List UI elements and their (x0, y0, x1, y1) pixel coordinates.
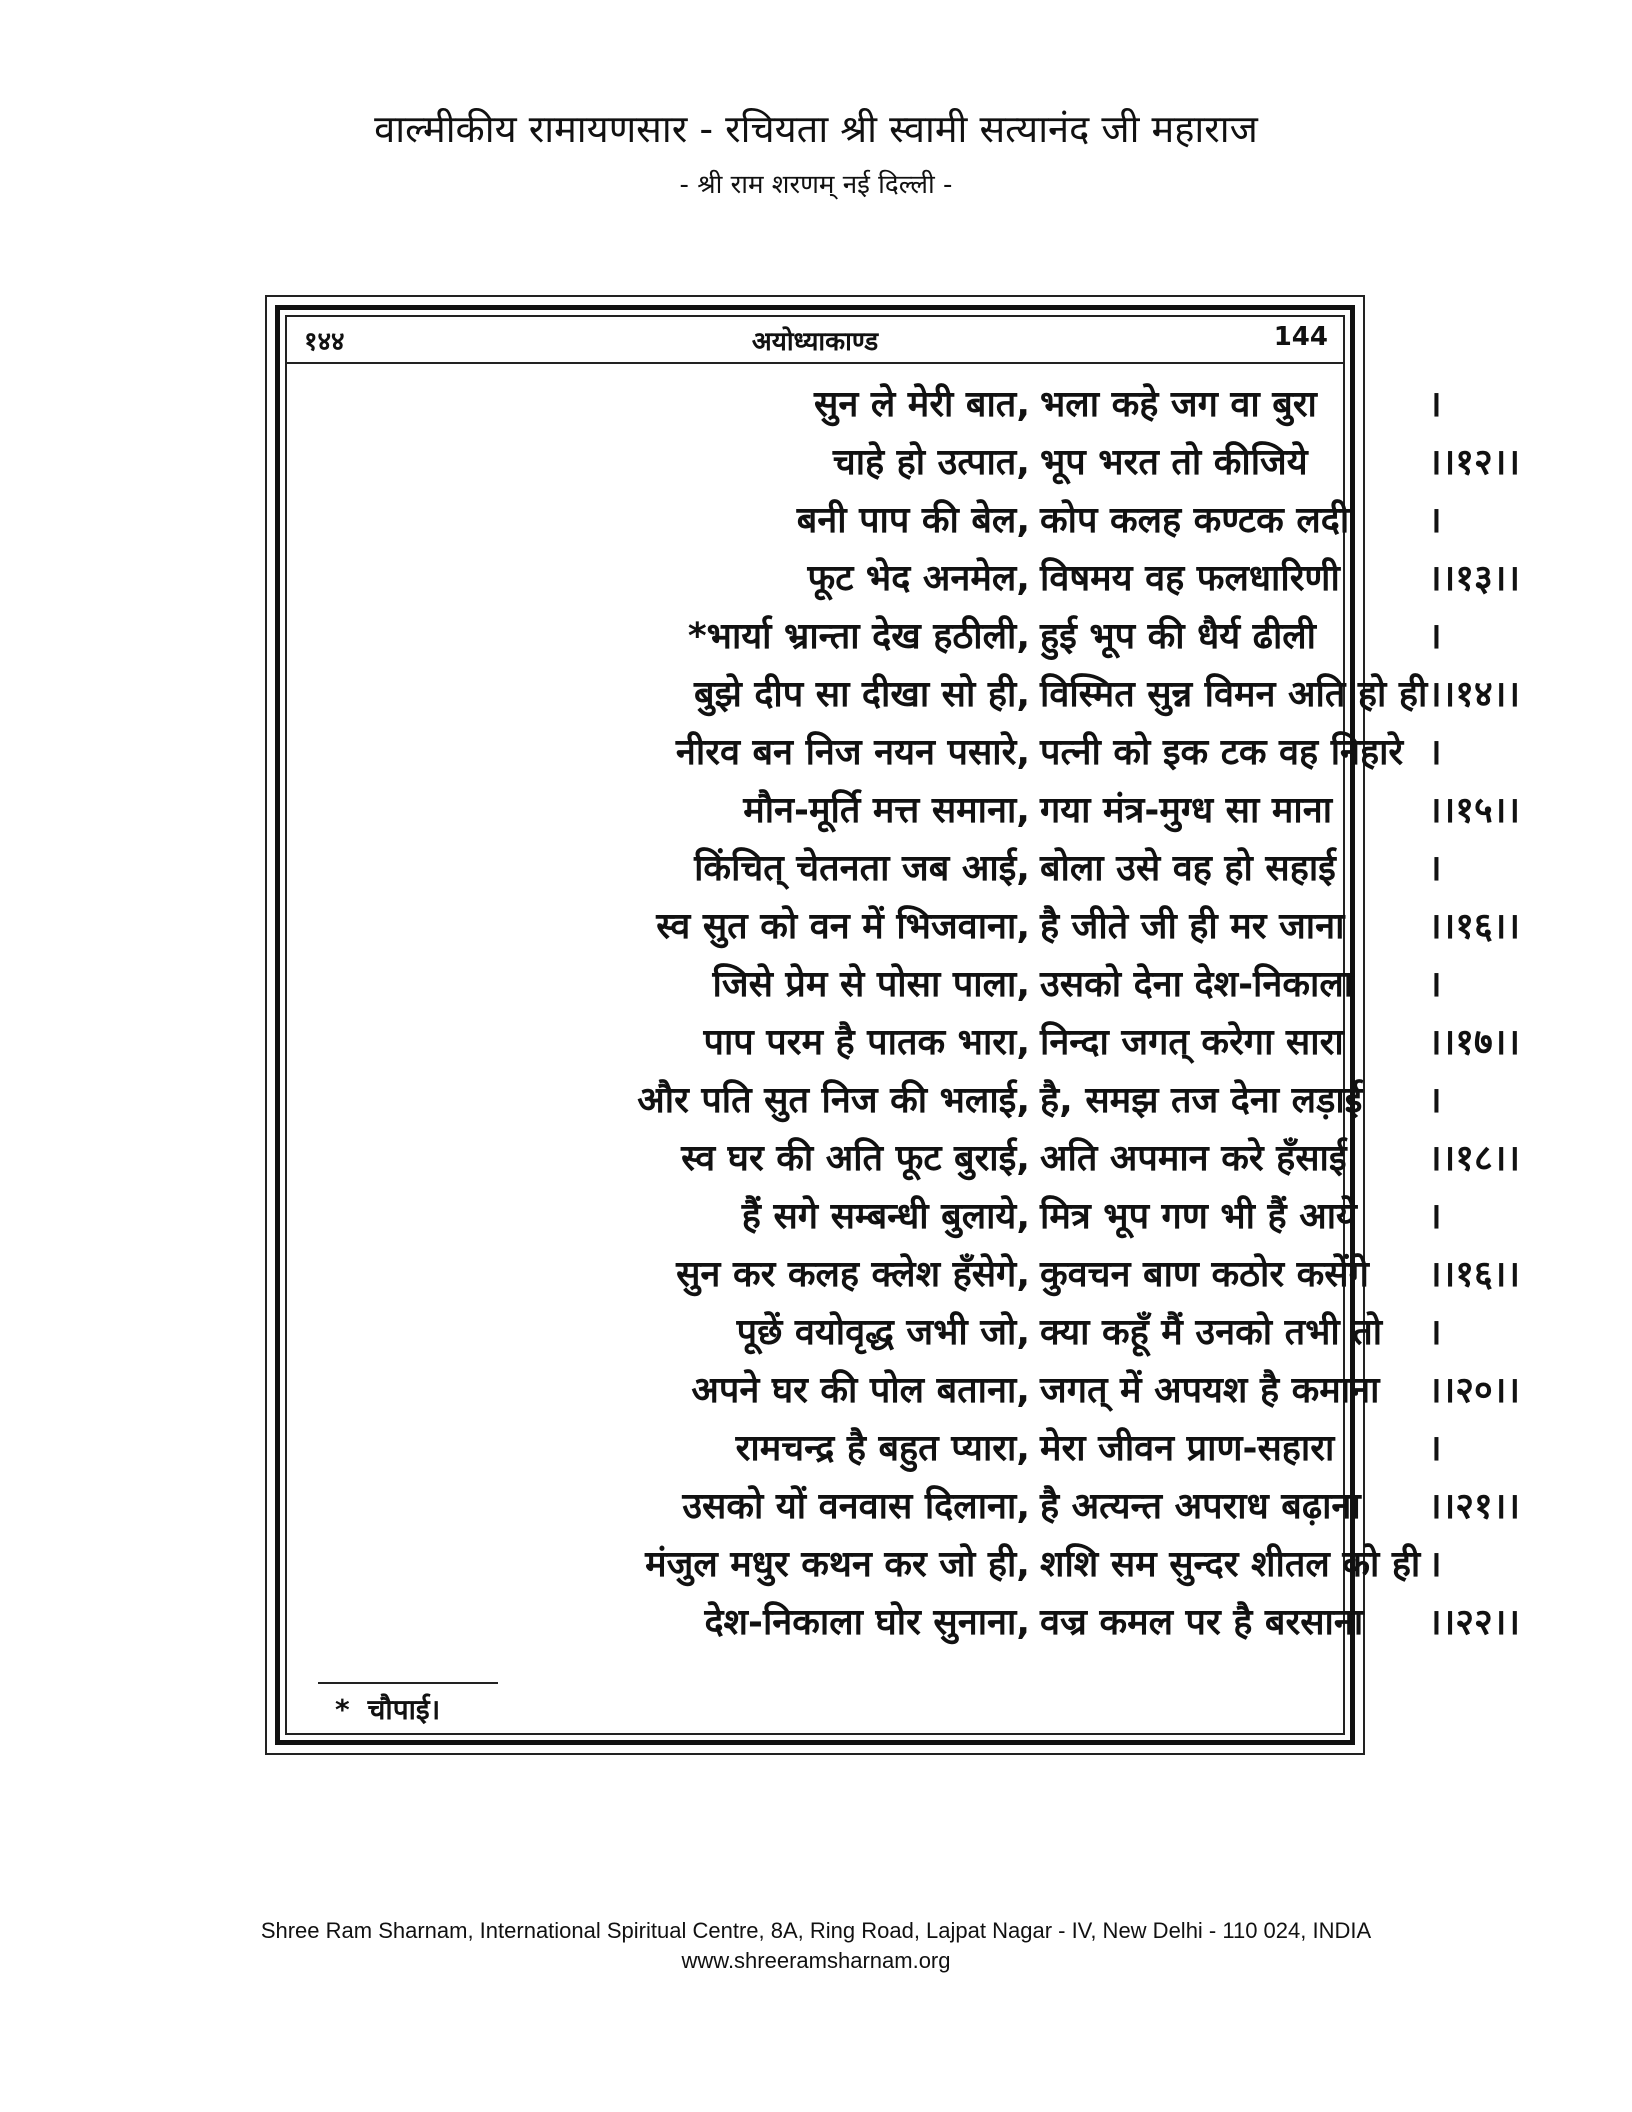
verse-right: कुवचन बाण कठोर कसेंगे (1040, 1254, 1369, 1295)
verse-line (290, 1416, 1442, 1474)
publisher-line: - श्री राम शरणम् नई दिल्ली - (679, 170, 953, 200)
verse-number: ।।२२।। (1428, 1602, 1521, 1643)
verse-right: हुई भूप की धैर्य ढीली (1040, 616, 1316, 657)
verse-line (290, 430, 1521, 488)
verse-left: बनी पाप की बेल, (796, 500, 1030, 541)
verse-right: बोला उसे वह हो सहाई (1040, 848, 1336, 889)
verse-number: ।।१६।। (1428, 906, 1521, 947)
verse-number: । (1428, 964, 1442, 1005)
verse-line (290, 720, 1442, 778)
verse-right: क्या कहूँ मैं उनको तभी तो (1040, 1312, 1383, 1353)
section-title: अयोध्याकाण्ड (751, 327, 879, 357)
verse-number: ।।१३।। (1428, 558, 1521, 599)
verse-left: रामचन्द्र है बहुत प्यारा, (735, 1428, 1030, 1469)
book-title: वाल्मीकीय रामायणसार - रचियता श्री स्वामी सत्यानंद जी महाराज (374, 107, 1258, 151)
verse-left: और पति सुत निज की भलाई, (637, 1080, 1030, 1121)
verse-line (290, 1300, 1442, 1358)
verse-line (290, 952, 1442, 1010)
verse-left: *भार्या भ्रान्ता देख हठीली, (687, 616, 1030, 657)
verse-line (290, 1532, 1442, 1590)
verse-line (290, 662, 1521, 720)
verse-line (290, 1010, 1521, 1068)
running-head-rule (287, 362, 1343, 364)
verse-right: शशि सम सुन्दर शीतल को ही (1040, 1544, 1421, 1585)
verse-number: ।।१६।। (1428, 1254, 1521, 1295)
footnote-rule (318, 1682, 498, 1684)
verse-number: । (1428, 1312, 1442, 1353)
running-head (290, 318, 1340, 358)
verse-left: उसको यों वनवास दिलाना, (682, 1486, 1030, 1527)
verse-right: वज्र कमल पर है बरसाना (1040, 1602, 1364, 1643)
verse-right: है अत्यन्त अपराध बढ़ाना (1040, 1486, 1361, 1527)
verse-right: जगत् में अपयश है कमाना (1040, 1370, 1380, 1411)
verse-number: । (1428, 616, 1442, 657)
verse-number: । (1428, 1080, 1442, 1121)
verse-left: पूछें वयोवृद्ध जभी जो, (736, 1312, 1030, 1353)
verse-line (290, 1474, 1521, 1532)
verse-left: हैं सगे सम्बन्धी बुलाये, (741, 1196, 1030, 1237)
verse-line (290, 1068, 1442, 1126)
verse-number: ।।२०।। (1428, 1370, 1521, 1411)
verse-right: मित्र भूप गण भी हैं आये (1040, 1196, 1357, 1237)
verse-left: अपने घर की पोल बताना, (691, 1370, 1030, 1411)
verse-left: नीरव बन निज नयन पसारे, (675, 732, 1030, 773)
verse-line (290, 1242, 1521, 1300)
verse-left: फूट भेद अनमेल, (807, 558, 1030, 599)
verse-left: मौन-मूर्ति मत्त समाना, (743, 790, 1030, 831)
page-number-devanagari: १४४ (304, 327, 345, 357)
verse-right: उसको देना देश-निकाला (1040, 964, 1354, 1005)
verse-line (290, 488, 1442, 546)
footnote-text: चौपाई। (367, 1693, 441, 1726)
verse-right: है, समझ तज देना लड़ाई (1040, 1080, 1363, 1121)
verse-line (290, 546, 1521, 604)
verse-right: पत्नी को इक टक वह निहारे (1040, 732, 1404, 773)
verse-number: । (1428, 1428, 1442, 1469)
footer-address: Shree Ram Sharnam, International Spiritual Centre, 8A, Ring Road, Lajpat Nagar - IV, New Delhi - 110 024, INDIA (260, 1918, 1372, 1943)
verse-right: है जीते जी ही मर जाना (1040, 906, 1345, 947)
verse-line (290, 1184, 1442, 1242)
verse-number: ।।१५।। (1428, 790, 1521, 831)
verse-number: । (1428, 500, 1442, 541)
verse-number: । (1428, 384, 1442, 425)
verse-number: ।।१७।। (1428, 1022, 1521, 1063)
verse-line (290, 372, 1442, 430)
footnote (335, 1690, 440, 1728)
verse-left: देश-निकाला घोर सुनाना, (704, 1602, 1030, 1643)
verse-line (290, 1126, 1521, 1184)
verse-right: विषमय वह फलधारिणी (1040, 558, 1340, 599)
verse-left: बुझे दीप सा दीखा सो ही, (694, 674, 1030, 715)
verse-right: कोप कलह कण्टक लदी (1040, 500, 1350, 541)
asterisk-icon: * (335, 1693, 350, 1726)
verse-left: मंजुल मधुर कथन कर जो ही, (645, 1544, 1030, 1585)
verse-number: । (1428, 848, 1442, 889)
verse-right: मेरा जीवन प्राण-सहारा (1040, 1428, 1335, 1469)
verse-right: गया मंत्र-मुग्ध सा माना (1040, 790, 1333, 831)
verse-right: अति अपमान करे हँसाई (1040, 1138, 1347, 1179)
footer-website-link[interactable]: www.shreeramsharnam.org (681, 1948, 951, 1973)
verse-left: चाहे हो उत्पात, (832, 442, 1030, 483)
verse-number: । (1428, 732, 1442, 773)
verse-number: ।।१८।। (1428, 1138, 1521, 1179)
verse-number: । (1428, 1196, 1442, 1237)
verse-number: ।।१४।। (1428, 674, 1521, 715)
verse-left: स्व घर की अति फूट बुराई, (681, 1138, 1030, 1179)
verse-left: स्व सुत को वन में भिजवाना, (656, 906, 1030, 947)
page-number-arabic: 144 (1273, 322, 1328, 352)
verse-line (290, 894, 1521, 952)
verse-number: ।।२१।। (1428, 1486, 1521, 1527)
verse-line (290, 604, 1442, 662)
verse-number: । (1428, 1544, 1442, 1585)
verse-left: जिसे प्रेम से पोसा पाला, (712, 964, 1030, 1005)
verse-right: भूप भरत तो कीजिये (1040, 442, 1308, 483)
verse-line (290, 778, 1521, 836)
verse-right: भला कहे जग वा बुरा (1040, 384, 1317, 425)
verse-left: सुन कर कलह क्लेश हँसेगे, (676, 1254, 1030, 1295)
verse-line (290, 836, 1442, 894)
verse-line (290, 1358, 1521, 1416)
verse-right: निन्दा जगत् करेगा सारा (1040, 1022, 1344, 1063)
verse-left: पाप परम है पातक भारा, (703, 1022, 1030, 1063)
verse-left: किंचित् चेतनता जब आई, (694, 848, 1030, 889)
verse-left: सुन ले मेरी बात, (814, 384, 1030, 425)
verse-line (290, 1590, 1521, 1648)
verse-right: विस्मित सुन्न विमन अति हो ही (1040, 674, 1428, 715)
verse-number: ।।१२।। (1428, 442, 1521, 483)
